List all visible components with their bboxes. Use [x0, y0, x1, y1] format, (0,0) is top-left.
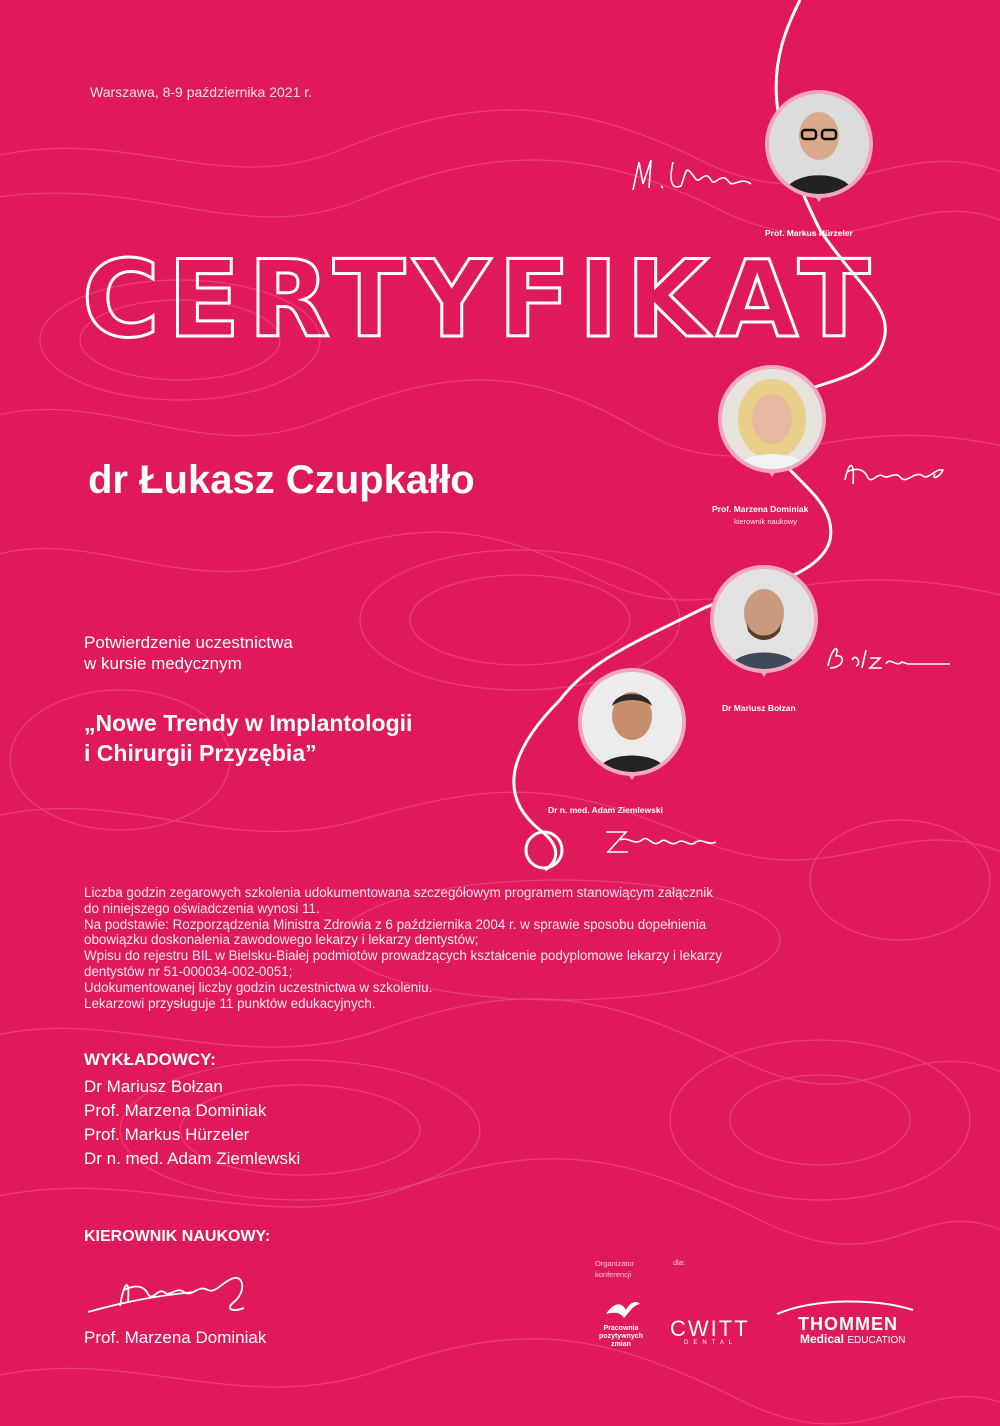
body-line: dentystów nr 51-000034-002-0051;: [84, 963, 293, 979]
course-title: [84, 708, 504, 768]
lecturer-name: Prof. Markus Hürzeler: [84, 1125, 250, 1144]
speaker-photo: [578, 668, 686, 776]
body-line: Na podstawie: Rozporządzenia Ministra Zdrowia z 6 października 2004 r. w sprawie sposobu dopełnienia: [84, 916, 707, 932]
pracownia-logo: [596, 1298, 648, 1349]
course-title-line: i Chirurgii Przyzębia”: [84, 740, 317, 766]
signature-hurzeler: [625, 150, 760, 200]
speaker-photo: [765, 90, 873, 198]
body-line: Liczba godzin zegarowych szkolenia udokumentowana szczegółowym programem stanowiącym załącznik: [84, 885, 713, 900]
scientific-director-heading: KIEROWNIK NAUKOWY:: [84, 1228, 271, 1245]
witt-dental-logo: CWITT: [670, 1316, 750, 1341]
organizer-label: Organizator konferencji: [595, 1259, 635, 1279]
thommen-logo: THOMMEN: [798, 1314, 898, 1334]
recipient-name: dr Łukasz Czupkałło: [88, 458, 475, 502]
speaker-photo: [718, 365, 826, 473]
person-photo-icon: [582, 672, 682, 772]
speaker-caption: Prof. Markus Hürzeler: [765, 228, 853, 238]
speaker-caption: Prof. Marzena Dominiak: [712, 504, 809, 514]
lecturer-name: Dr Mariusz Bołzan: [84, 1077, 223, 1096]
signature-dominiak: [835, 450, 950, 495]
speaker-caption: Dr Mariusz Bołzan: [722, 703, 796, 713]
signature-ziemlewski: [598, 818, 723, 858]
course-title-line: „Nowe Trendy w Implantologii: [84, 710, 413, 736]
lecturer-name: Dr n. med. Adam Ziemlewski: [84, 1149, 301, 1168]
speaker-pin-ziemlewski: [578, 668, 686, 776]
bird-icon: [602, 1298, 642, 1320]
signature-bolzan: [822, 638, 952, 678]
body-line: Udokumentowanej liczby godzin uczestnictwa w szkoleniu.: [84, 979, 433, 995]
body-line: obowiązku doskonalenia zawodowego lekarzy i lekarzy dentystów;: [84, 932, 479, 948]
confirmation-line: Potwierdzenie uczestnictwa: [84, 633, 293, 652]
certificate-title: CERTYFIKAT: [82, 238, 879, 361]
lecturer-name: Prof. Marzena Dominiak: [84, 1101, 267, 1120]
person-photo-icon: [722, 369, 822, 469]
speaker-subcaption: kierownik naukowy: [734, 517, 797, 526]
thommen-subtext: [800, 1332, 906, 1346]
person-photo-icon: [714, 569, 814, 669]
director-signature: [84, 1262, 269, 1322]
participation-confirmation: [84, 632, 464, 674]
place-date: Warszawa, 8-9 października 2021 r.: [90, 84, 313, 100]
lecturers-heading: WYKŁADOWCY:: [84, 1050, 216, 1069]
thommen-education-text: EDUCATION: [847, 1335, 906, 1346]
body-line: Lekarzowi przysługuje 11 punktów edukacyjnych.: [84, 995, 376, 1011]
certificate-body-text: [84, 885, 844, 1011]
director-name: Prof. Marzena Dominiak: [84, 1328, 267, 1347]
speaker-pin-hurzeler: [765, 90, 873, 198]
thommen-medical-text: Medical: [800, 1332, 845, 1346]
pracownia-logo-text: Pracownia pozytywnych zmian: [599, 1325, 643, 1348]
speaker-pin-dominiak: [718, 365, 826, 473]
for-label: dla:: [673, 1258, 686, 1267]
speaker-pin-bolzan: [710, 565, 818, 673]
body-line: Wpisu do rejestru BIL w Bielsku-Białej podmiotów prowadzących kształcenie podyplomowe lekarzy i lekarzy: [84, 948, 723, 964]
speaker-photo: [710, 565, 818, 673]
lecturers-list: [84, 1075, 300, 1171]
confirmation-line: w kursie medycznym: [84, 654, 242, 673]
person-photo-icon: [769, 94, 869, 194]
witt-dental-subtext: DENTAL: [684, 1340, 738, 1346]
body-line: do niniejszego oświadczenia wynosi 11.: [84, 900, 320, 916]
speaker-caption: Dr n. med. Adam Ziemlewski: [548, 805, 663, 815]
